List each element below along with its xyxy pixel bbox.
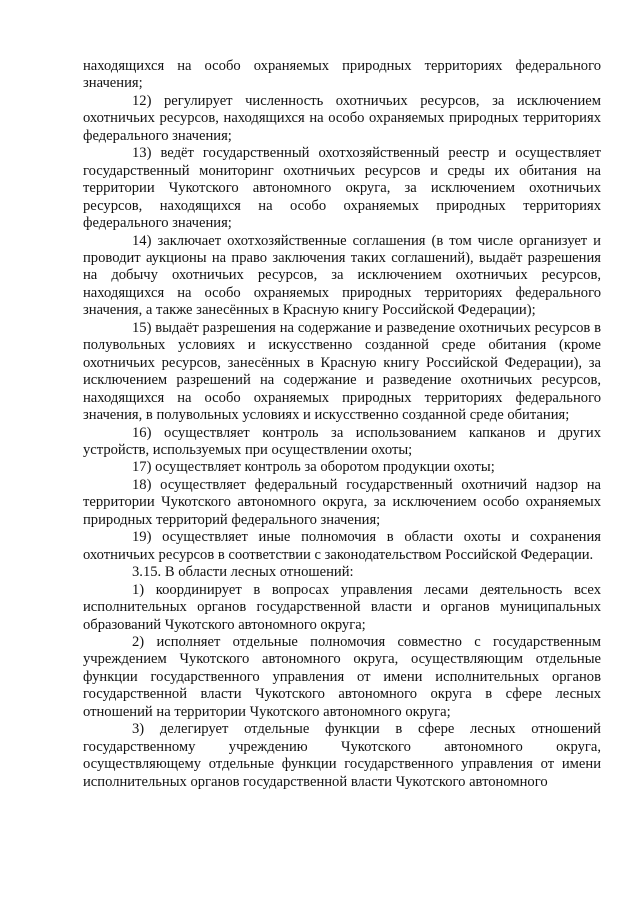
- section-heading-3-15: 3.15. В области лесных отношений:: [132, 564, 354, 581]
- document-body: [83, 58, 601, 791]
- paragraph-item-11-continuation: находящихся на особо охраняемых природных территориях федерального значения;: [83, 58, 601, 92]
- paragraph-item-16: 16) осуществляет контроль за использованием капканов и других устройств, используемых при осуществлении охоты;: [83, 424, 601, 458]
- paragraph-forest-item-1: 1) координирует в вопросах управления лесами деятельность всех исполнительных органов государственной власти и органов муниципальных образований Чукотского автономного округа;: [83, 581, 601, 633]
- paragraph-item-14: 14) заключает охотхозяйственные соглашения (в том числе организует и проводит аукционы на право заключения таких соглашений), выдаёт разрешения на добычу охотничьих ресурсов, за исключением охотничьих ресурсов, находящихся на особо охраняемых природных территориях федерального значения, а также занесённых в Красную книгу Российской Федерации);: [83, 232, 601, 319]
- paragraph-item-17: 17) осуществляет контроль за оборотом продукции охоты;: [132, 459, 495, 476]
- paragraph-item-19: 19) осуществляет иные полномочия в области охоты и сохранения охотничьих ресурсов в соответствии с законодательством Российской Федерации.: [83, 529, 601, 563]
- paragraph-item-18: 18) осуществляет федеральный государственный охотничий надзор на территории Чукотского автономного округа, за исключением особо охраняемых природных территорий федерального значения;: [83, 476, 601, 528]
- paragraph-item-12: 12) регулирует численность охотничьих ресурсов, за исключением охотничьих ресурсов, находящихся на особо охраняемых природных территориях федерального значения;: [83, 92, 601, 144]
- paragraph-forest-item-2: 2) исполняет отдельные полномочия совместно с государственным учреждением Чукотского автономного округа, осуществляющим отдельные функции государственного управления от имени исполнительных органов государственной власти Чукотского автономного округа в сфере лесных отношений на территории Чукотского автономного округа;: [83, 633, 601, 720]
- paragraph-forest-item-3: 3) делегирует отдельные функции в сфере лесных отношений государственному учреждению Чукотского автономного округа, осуществляющему отдельные функции государственного управления от имени исполнительных органов государственной власти Чукотского автономного: [83, 721, 601, 790]
- paragraph-item-15: 15) выдаёт разрешения на содержание и разведение охотничьих ресурсов в полувольных условиях и искусственно созданной среде обитания (кроме охотничьих ресурсов, занесённых в Красную книгу Российской Федерации), за исключением разрешений на содержание и разведение охотничьих ресурсов, находящихся на особо охраняемых природных территориях федерального значения, в полувольных условиях и искусственно созданной среде обитания;: [83, 319, 601, 424]
- paragraph-item-13: 13) ведёт государственный охотхозяйственный реестр и осуществляет государственный мониторинг охотничьих ресурсов и среды их обитания на территории Чукотского автономного округа, за исключением охотничьих ресурсов, находящихся на особо охраняемых природных территориях федерального значения;: [83, 145, 601, 232]
